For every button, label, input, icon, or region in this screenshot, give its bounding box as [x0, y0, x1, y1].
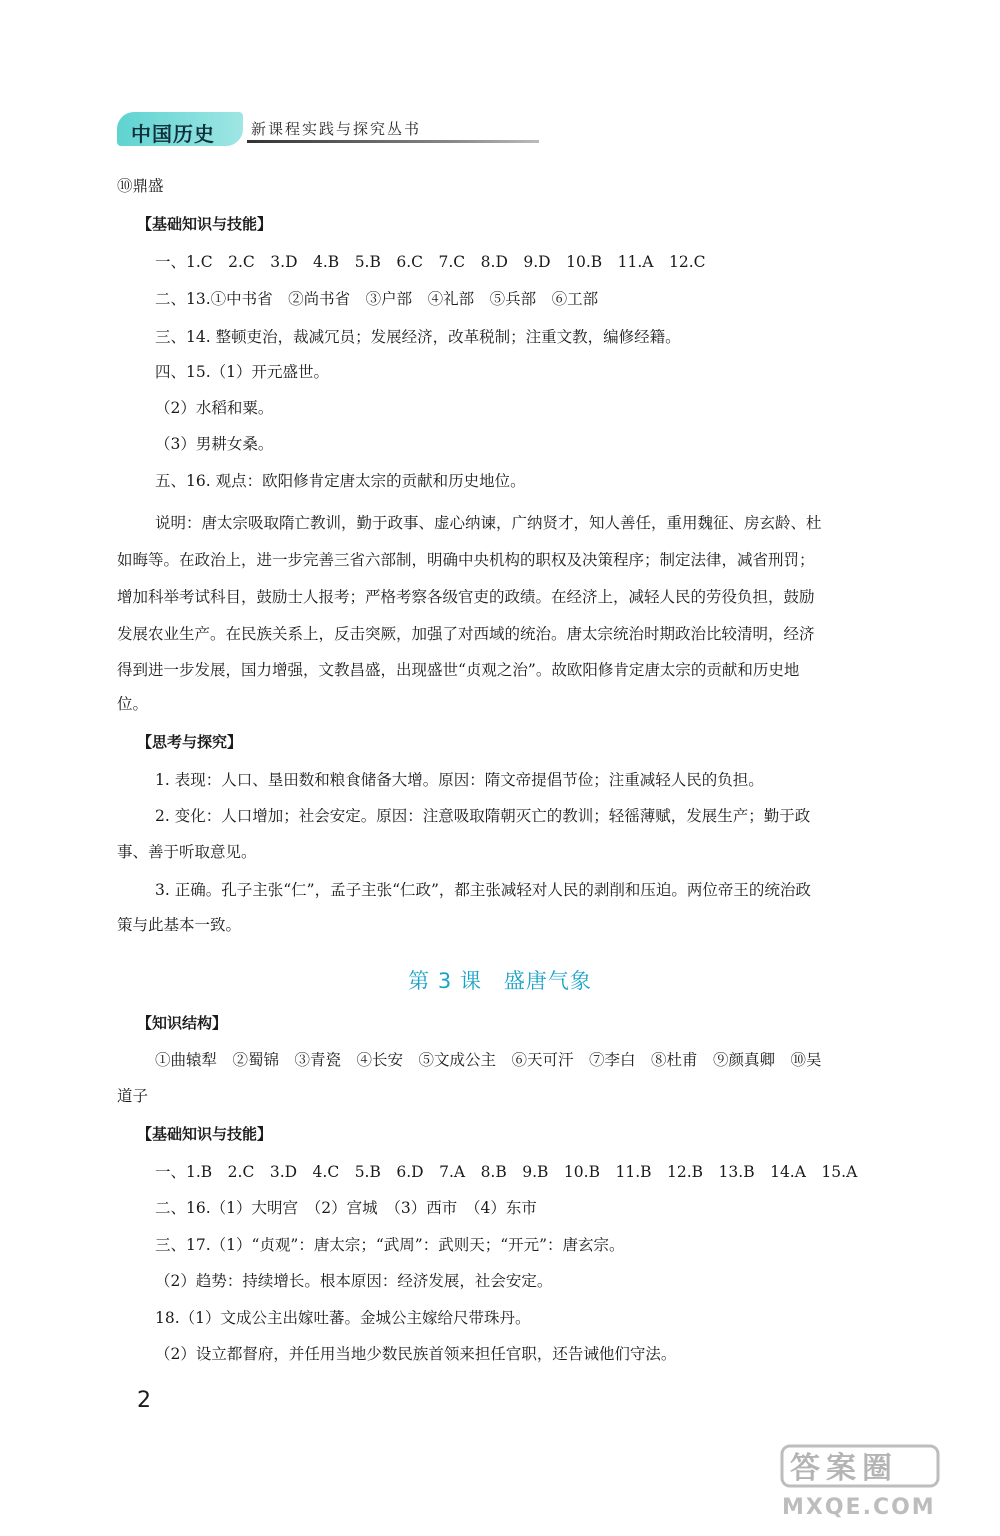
- answer-line: 三、17.（1）“贞观”：唐太宗；“武周”：武则天；“开元”：唐玄宗。: [155, 1236, 625, 1254]
- svg-text:答案圈: 答案圈: [790, 1451, 898, 1486]
- subject-badge: [117, 112, 243, 146]
- answer-line: 一、1.C 2.C 3.D 4.B 5.B 6.C 7.C 8.D 9.D 10.B 11.A 12.C: [155, 253, 706, 271]
- subject-badge-label: 中国历史: [131, 122, 215, 146]
- answer-line: ①曲辕犁 ②蜀锦 ③青瓷 ④长安 ⑤文成公主 ⑥天可汗 ⑦李白 ⑧杜甫 ⑨颜真卿 ⑩吴: [155, 1051, 822, 1069]
- answer-line: （3）男耕女桑。: [155, 435, 274, 453]
- answer-line: 3. 正确。孔子主张“仁”，孟子主张“仁政”，都主张减轻对人民的剥削和压迫。两位帝王的统治政: [155, 881, 811, 899]
- answer-line: 四、15.（1）开元盛世。: [155, 363, 330, 381]
- header-rule: [247, 140, 539, 143]
- answer-line: （2）水稻和粟。: [155, 399, 274, 417]
- lesson-title: 第 3 课 盛唐气象: [408, 969, 592, 993]
- explanation-line: 增加科举考试科目，鼓励士人报考；严格考察各级官吏的政绩。在经济上，减轻人民的劳役负担，鼓励: [117, 588, 815, 606]
- watermark-logo: [778, 1440, 978, 1520]
- answer-line: 道子: [117, 1087, 149, 1105]
- page-number: 2: [137, 1388, 151, 1413]
- answer-line: 1. 表现：人口、垦田数和粮食储备大增。原因：隋文帝提倡节俭；注重减轻人民的负担。: [155, 771, 764, 789]
- answer-line: 五、16. 观点：欧阳修肯定唐太宗的贡献和历史地位。: [155, 472, 526, 490]
- answer-line: ⑩鼎盛: [117, 177, 164, 195]
- answer-line: 三、14. 整顿吏治，裁减冗员；发展经济，改革税制；注重文教，编修经籍。: [155, 328, 681, 346]
- section-heading: 【基础知识与技能】: [137, 215, 273, 233]
- svg-text:MXQE.COM: MXQE.COM: [782, 1495, 936, 1520]
- section-heading: 【基础知识与技能】: [137, 1125, 273, 1143]
- series-title: 新课程实践与探究丛书: [251, 120, 422, 138]
- explanation-line: 位。: [117, 695, 149, 713]
- section-heading: 【知识结构】: [137, 1014, 228, 1032]
- explanation-line: 发展农业生产。在民族关系上，反击突厥，加强了对西域的统治。唐太宗统治时期政治比较清明，经济: [117, 625, 815, 643]
- answer-line: （2）设立都督府，并任用当地少数民族首领来担任官职，还告诫他们守法。: [155, 1345, 677, 1363]
- answer-line: 二、13.①中书省 ②尚书省 ③户部 ④礼部 ⑤兵部 ⑥工部: [155, 290, 599, 308]
- section-heading: 【思考与探究】: [137, 733, 243, 751]
- explanation-line: 得到进一步发展，国力增强，文教昌盛，出现盛世“贞观之治”。故欧阳修肯定唐太宗的贡献和历史地: [117, 661, 800, 679]
- answer-line: 18.（1）文成公主出嫁吐蕃。金城公主嫁给尺带珠丹。: [155, 1309, 531, 1327]
- answer-line: 事、善于听取意见。: [117, 843, 257, 861]
- answer-line: 一、1.B 2.C 3.D 4.C 5.B 6.D 7.A 8.B 9.B 10.B 11.B 12.B 13.B 14.A 15.A: [155, 1163, 858, 1181]
- answer-line: 2. 变化：人口增加；社会安定。原因：注意吸取隋朝灭亡的教训；轻徭薄赋，发展生产；勤于政: [155, 807, 811, 825]
- explanation-line: 如晦等。在政治上，进一步完善三省六部制，明确中央机构的职权及决策程序；制定法律，减省刑罚；: [117, 551, 815, 569]
- answer-line: （2）趋势：持续增长。根本原因：经济发展，社会安定。: [155, 1272, 553, 1290]
- answer-line: 策与此基本一致。: [117, 916, 242, 934]
- explanation-line: 说明：唐太宗吸取隋亡教训，勤于政事、虚心纳谏，广纳贤才，知人善任，重用魏征、房玄龄、杜: [155, 514, 822, 532]
- answer-line: 二、16.（1）大明宫 （2）宫城 （3）西市 （4）东市: [155, 1199, 537, 1217]
